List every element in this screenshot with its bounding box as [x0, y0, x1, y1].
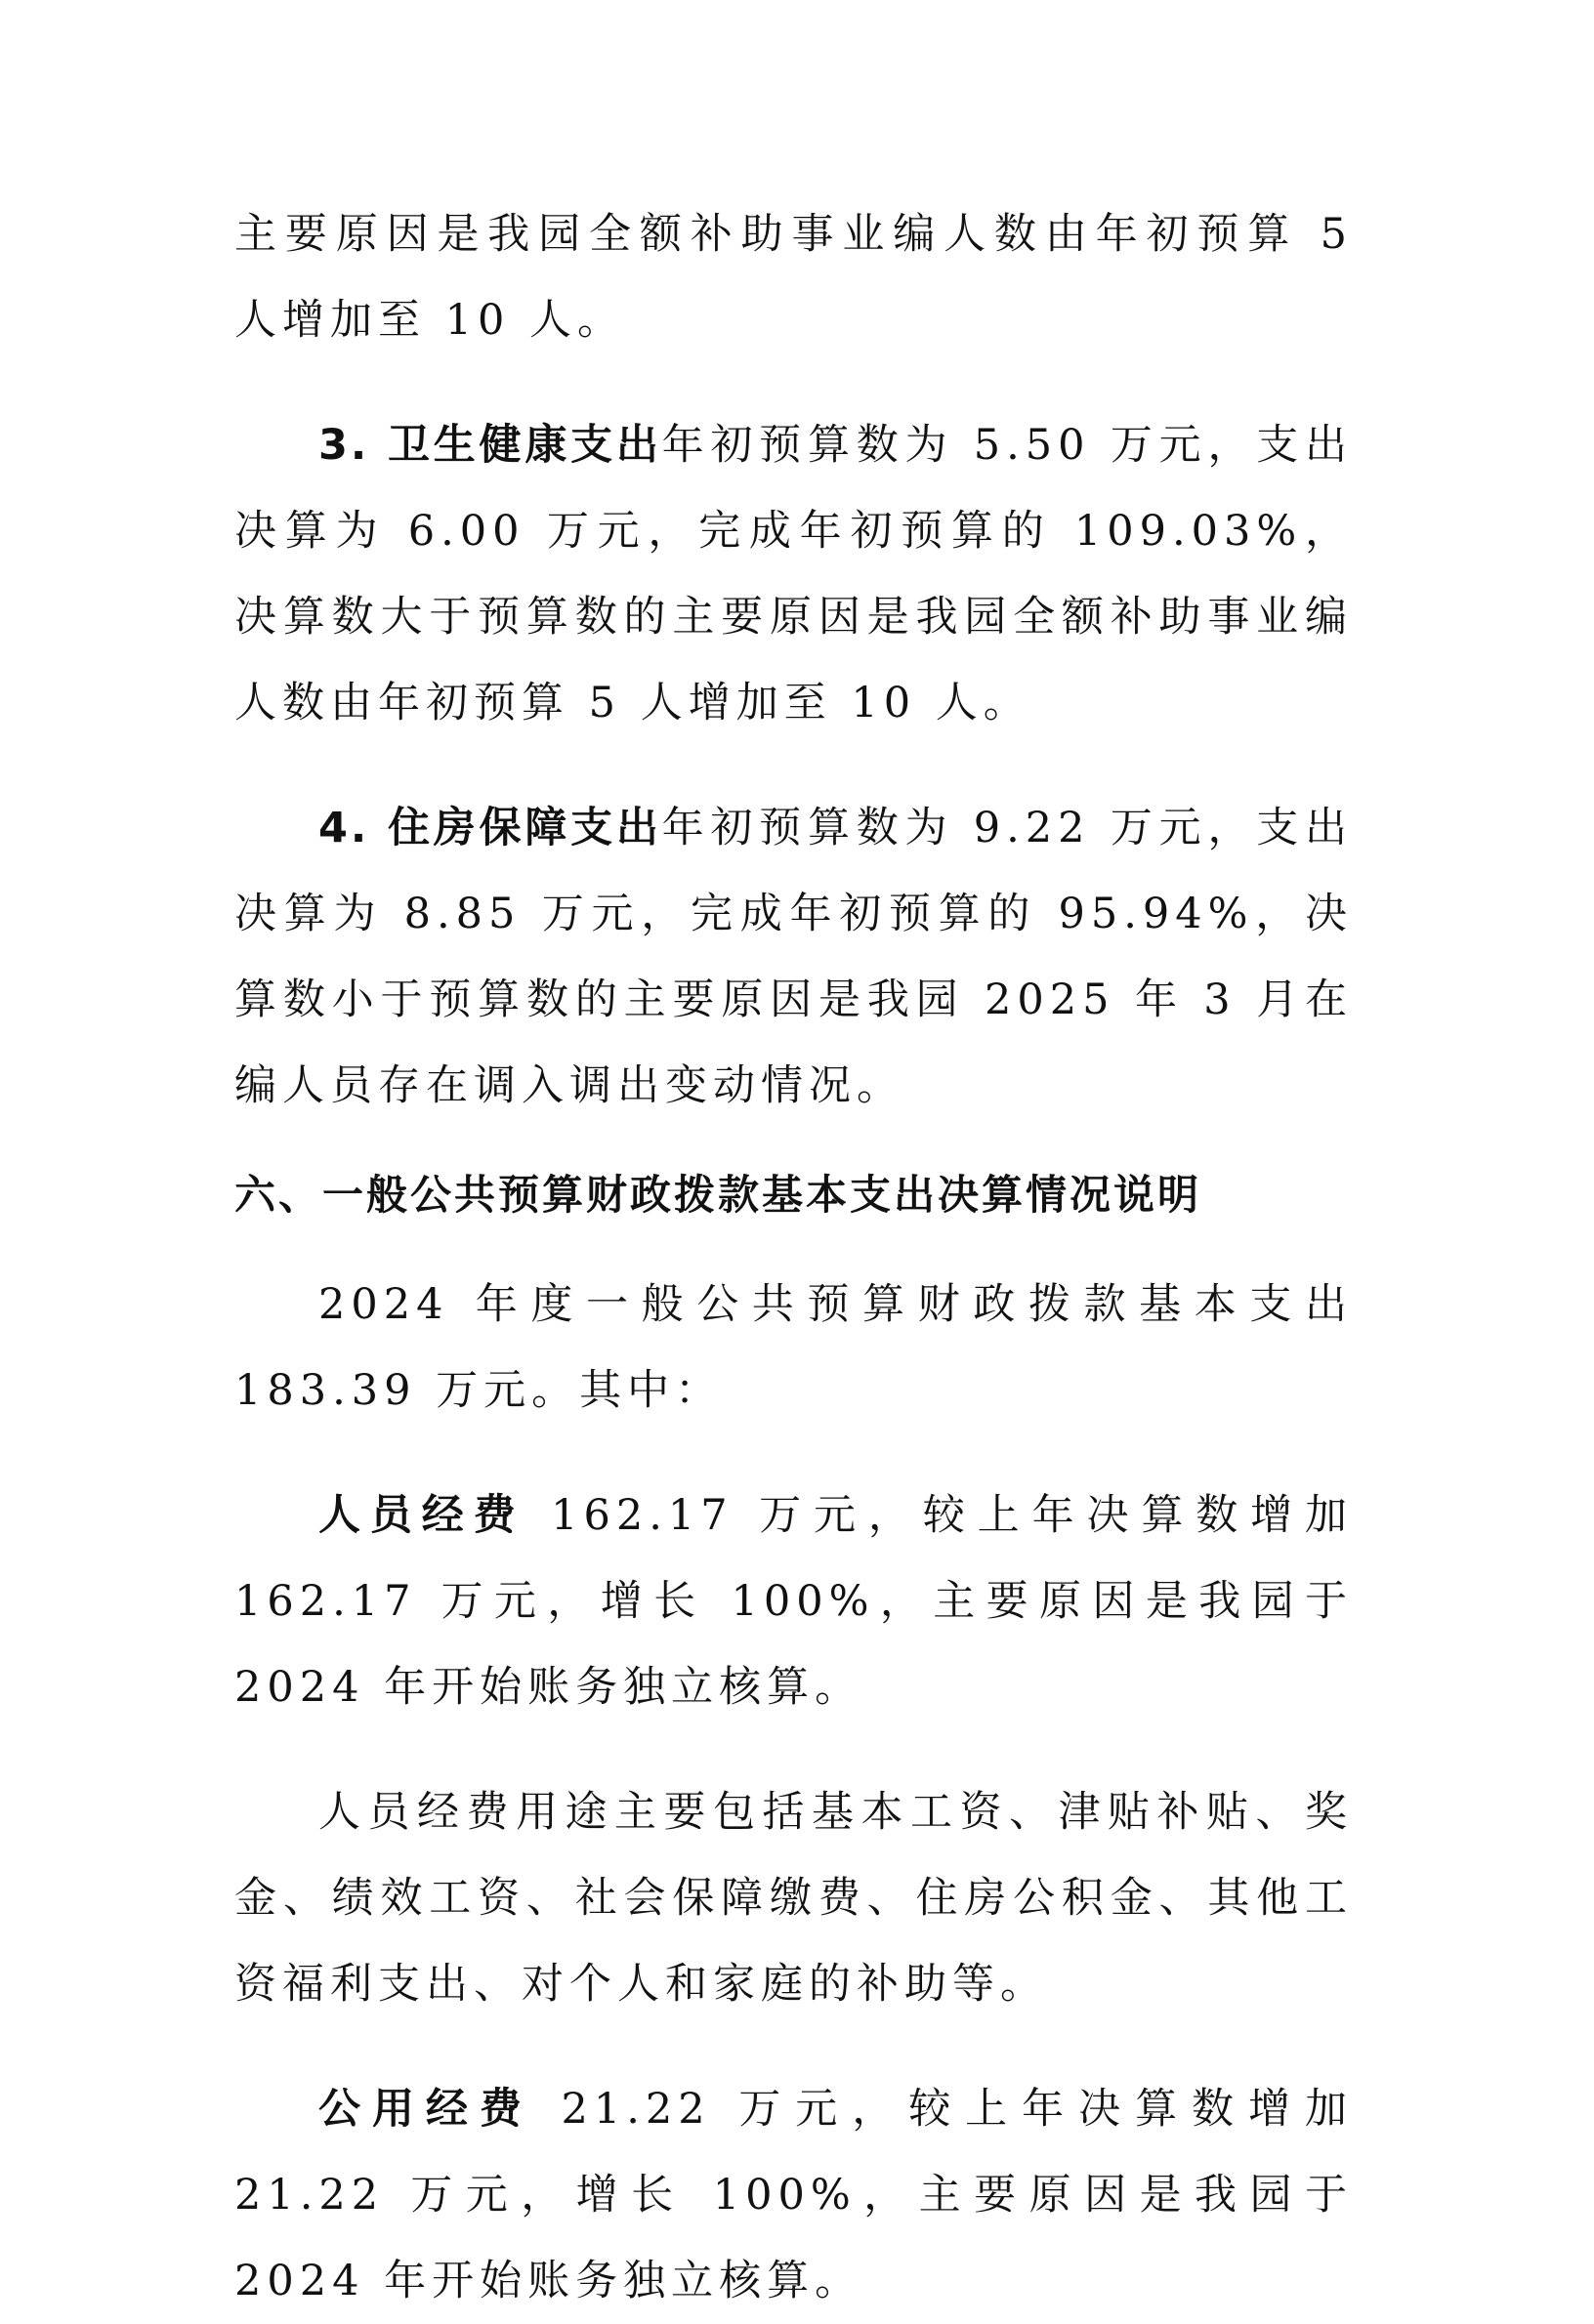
paragraph-personnel-usage: [234, 1769, 1353, 2027]
paragraph-housing-expenditure: [234, 785, 1353, 1129]
paragraph-bold-lead: 人员经费: [318, 1491, 525, 1540]
paragraph-text: 人员经费用途主要包括基本工资、津贴补贴、奖金、绩效工资、社会保障缴费、住房公积金、其他工资福利支出、对个人和家庭的补助等。: [234, 1788, 1353, 2009]
paragraph-health-expenditure: [234, 402, 1353, 746]
paragraph-bold-lead: 公用经费: [318, 2085, 533, 2134]
paragraph-text: 162.17 万元，较上年决算数增加 162.17 万元，增长 100%，主要原因是我园于 2024 年开始账务独立核算。: [234, 1491, 1354, 1712]
section-heading: 六、一般公共预算财政拨款基本支出决算情况说明: [234, 1171, 1202, 1219]
paragraph-bold-lead: 3. 卫生健康支出: [318, 421, 662, 470]
paragraph-text: 2024 年度一般公共预算财政拨款基本支出 183.39 万元。其中：: [234, 1280, 1353, 1415]
paragraph-text: 年初预算数为 5.50 万元，支出决算为 6.00 万元，完成年初预算的 109.03%，决算数大于预算数的主要原因是我园全额补助事业编人数由年初预算 5 人增加至 10 人。: [234, 421, 1353, 727]
paragraph-text: 主要原因是我园全额补助事业编人数由年初预算 5 人增加至 10 人。: [234, 210, 1353, 345]
paragraph-continuation: [234, 191, 1353, 363]
paragraph-text: 21.22 万元，较上年决算数增加 21.22 万元，增长 100%，主要原因是我园于 2024 年开始账务独立核算。: [234, 2085, 1353, 2305]
paragraph-text: 年初预算数为 9.22 万元，支出决算为 8.85 万元，完成年初预算的 95.94%，决算数小于预算数的主要原因是我园 2025 年 3 月在编人员存在调入调出变动情况。: [234, 804, 1353, 1110]
paragraph-bold-lead: 4. 住房保障支出: [318, 804, 662, 852]
paragraph-personnel-funds: [234, 1473, 1353, 1730]
paragraph-basic-expenditure: [234, 1262, 1353, 1433]
document-page: [234, 191, 1353, 2324]
paragraph-public-funds: [234, 2066, 1353, 2324]
